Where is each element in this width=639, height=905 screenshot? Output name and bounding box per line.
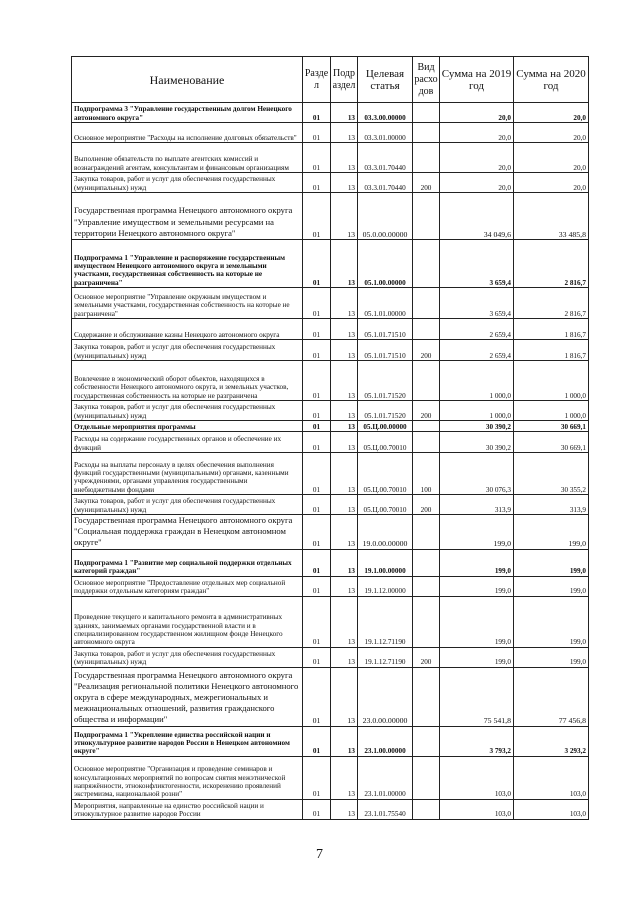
cell-razdel: 01: [303, 143, 331, 173]
table-row: [72, 240, 589, 288]
cell-sum-2020: 1 816,7: [514, 340, 589, 361]
cell-sum-2020: 20,0: [514, 103, 589, 123]
cell-vid: [413, 596, 440, 647]
cell-podrazdel: 13: [331, 401, 358, 421]
cell-target: 05.1.00.00000: [358, 240, 413, 288]
cell-vid: [413, 361, 440, 401]
cell-name: Закупка товаров, работ и услуг для обеспечения государственных (муниципальных) нужд: [72, 340, 303, 361]
cell-name: Закупка товаров, работ и услуг для обеспечения государственных (муниципальных) нужд: [72, 647, 303, 667]
cell-name: Основное мероприятие "Предоставление отдельных мер социальной поддержки отдельным категориям граждан": [72, 576, 303, 596]
cell-name: Подпрограмма 1 "Развитие мер социальной поддержки отдельных категорий граждан": [72, 549, 303, 576]
budget-table: [71, 56, 589, 820]
cell-razdel: 01: [303, 756, 331, 799]
cell-sum-2020: 199,0: [514, 515, 589, 550]
cell-target: 05.Ц.00.00000: [358, 421, 413, 432]
cell-target: 05.Ц.00.70010: [358, 453, 413, 495]
cell-podrazdel: 13: [331, 726, 358, 756]
cell-vid: [413, 515, 440, 550]
cell-sum-2020: 30 355,2: [514, 453, 589, 495]
cell-razdel: 01: [303, 549, 331, 576]
cell-sum-2020: 313,9: [514, 495, 589, 515]
cell-podrazdel: 13: [331, 453, 358, 495]
cell-target: 23.1.01.00000: [358, 756, 413, 799]
cell-vid: [413, 288, 440, 319]
cell-vid: [413, 240, 440, 288]
cell-sum-2020: 103,0: [514, 799, 589, 819]
cell-vid: [413, 799, 440, 819]
cell-vid: [413, 667, 440, 726]
cell-target: 23.1.00.00000: [358, 726, 413, 756]
cell-razdel: 01: [303, 453, 331, 495]
cell-podrazdel: 13: [331, 756, 358, 799]
cell-sum-2019: 199,0: [440, 576, 514, 596]
cell-podrazdel: 13: [331, 515, 358, 550]
cell-sum-2020: 77 456,8: [514, 667, 589, 726]
cell-sum-2019: 199,0: [440, 596, 514, 647]
table-row: [72, 799, 589, 819]
table-row: [72, 667, 589, 726]
cell-sum-2019: 30 076,3: [440, 453, 514, 495]
cell-podrazdel: 13: [331, 799, 358, 819]
cell-target: 23.1.01.75540: [358, 799, 413, 819]
cell-sum-2019: 34 049,6: [440, 193, 514, 240]
cell-podrazdel: 13: [331, 340, 358, 361]
cell-sum-2020: 30 669,1: [514, 432, 589, 453]
cell-target: 05.1.01.71520: [358, 361, 413, 401]
table-row: [72, 576, 589, 596]
table-row: [72, 756, 589, 799]
header-sum-2019: Сумма на 2019 год: [440, 57, 514, 103]
cell-sum-2019: 103,0: [440, 799, 514, 819]
cell-razdel: 01: [303, 515, 331, 550]
cell-vid: [413, 103, 440, 123]
cell-razdel: 01: [303, 240, 331, 288]
table-row: [72, 432, 589, 453]
cell-razdel: 01: [303, 173, 331, 193]
table-row: [72, 123, 589, 143]
table-row: [72, 495, 589, 515]
cell-sum-2020: 103,0: [514, 756, 589, 799]
table-row: [72, 193, 589, 240]
cell-sum-2020: 30 669,1: [514, 421, 589, 432]
cell-name: Проведение текущего и капитального ремонта в административных зданиях, занимаемых органами государственной власти и в специализированном государственном жилищном фонде Ненецкого автономного округа: [72, 596, 303, 647]
cell-sum-2020: 20,0: [514, 123, 589, 143]
cell-razdel: 01: [303, 495, 331, 515]
cell-podrazdel: 13: [331, 549, 358, 576]
cell-vid: 100: [413, 453, 440, 495]
cell-sum-2020: 2 816,7: [514, 240, 589, 288]
cell-target: 19.1.12.71190: [358, 647, 413, 667]
cell-sum-2019: 3 793,2: [440, 726, 514, 756]
cell-vid: [413, 756, 440, 799]
cell-target: 23.0.00.00000: [358, 667, 413, 726]
cell-sum-2019: 1 000,0: [440, 401, 514, 421]
cell-name: Основное мероприятие "Управление окружным имуществом и земельными участками, государственная собственность на которые не разграничена": [72, 288, 303, 319]
cell-name: Отдельные мероприятия программы: [72, 421, 303, 432]
table-row: [72, 596, 589, 647]
table-header-row: [72, 57, 589, 103]
cell-podrazdel: 13: [331, 123, 358, 143]
cell-razdel: 01: [303, 123, 331, 143]
table-row: [72, 288, 589, 319]
cell-vid: [413, 193, 440, 240]
table-row: [72, 726, 589, 756]
cell-podrazdel: 13: [331, 432, 358, 453]
cell-vid: [413, 549, 440, 576]
cell-target: 19.1.00.00000: [358, 549, 413, 576]
cell-sum-2019: 20,0: [440, 103, 514, 123]
cell-razdel: 01: [303, 432, 331, 453]
cell-name: Закупка товаров, работ и услуг для обеспечения государственных (муниципальных) нужд: [72, 495, 303, 515]
cell-sum-2019: 75 541,8: [440, 667, 514, 726]
cell-target: 19.1.12.71190: [358, 596, 413, 647]
page-number: 7: [316, 847, 323, 862]
cell-vid: 200: [413, 495, 440, 515]
cell-sum-2020: 199,0: [514, 647, 589, 667]
cell-target: 05.1.01.71510: [358, 319, 413, 340]
header-podrazdel: Подр аздел: [331, 57, 358, 103]
cell-podrazdel: 13: [331, 421, 358, 432]
cell-sum-2019: 199,0: [440, 647, 514, 667]
cell-podrazdel: 13: [331, 319, 358, 340]
cell-target: 05.Ц.00.70010: [358, 432, 413, 453]
cell-razdel: 01: [303, 596, 331, 647]
table-row: [72, 421, 589, 432]
cell-name: Государственная программа Ненецкого автономного округа "Управление имуществом и земельными ресурсами на территории Ненецкого автономного округа": [72, 193, 303, 240]
table-row: [72, 515, 589, 550]
cell-podrazdel: 13: [331, 240, 358, 288]
cell-podrazdel: 13: [331, 667, 358, 726]
cell-sum-2020: 1 000,0: [514, 401, 589, 421]
cell-name: Подпрограмма 1 "Укрепление единства российской нации и этнокультурное развитие народов России в Ненецком автономном округе": [72, 726, 303, 756]
cell-vid: 200: [413, 340, 440, 361]
cell-razdel: 01: [303, 726, 331, 756]
cell-razdel: 01: [303, 103, 331, 123]
cell-target: 03.3.01.70440: [358, 173, 413, 193]
table-row: [72, 143, 589, 173]
cell-razdel: 01: [303, 361, 331, 401]
cell-sum-2019: 313,9: [440, 495, 514, 515]
cell-razdel: 01: [303, 193, 331, 240]
cell-name: Основное мероприятие "Организация и проведение семинаров и консультационных мероприятий по вопросам снятия межэтнической напряжённости, этноконфликтогенности, искоренению проявлений экстремизма, национальной розни": [72, 756, 303, 799]
cell-vid: 200: [413, 647, 440, 667]
header-name: Наименование: [72, 57, 303, 103]
cell-razdel: 01: [303, 319, 331, 340]
cell-sum-2019: 3 659,4: [440, 288, 514, 319]
cell-sum-2019: 1 000,0: [440, 361, 514, 401]
cell-sum-2020: 2 816,7: [514, 288, 589, 319]
cell-name: Государственная программа Ненецкого автономного округа "Социальная поддержка граждан в Ненецком автономном округе": [72, 515, 303, 550]
cell-target: 05.1.01.71510: [358, 340, 413, 361]
table-row: [72, 340, 589, 361]
table-row: [72, 549, 589, 576]
cell-sum-2019: 103,0: [440, 756, 514, 799]
cell-name: Подпрограмма 3 "Управление государственным долгом Ненецкого автономного округа": [72, 103, 303, 123]
cell-vid: 200: [413, 173, 440, 193]
cell-sum-2019: 2 659,4: [440, 319, 514, 340]
cell-name: Государственная программа Ненецкого автономного округа "Реализация региональной политики Ненецкого автономного округа в сфере международных, межрегиональных и межнациональных отношений, развития гражданского общества и информации": [72, 667, 303, 726]
cell-podrazdel: 13: [331, 193, 358, 240]
cell-podrazdel: 13: [331, 596, 358, 647]
header-razdel: Разде л: [303, 57, 331, 103]
cell-sum-2020: 1 816,7: [514, 319, 589, 340]
cell-podrazdel: 13: [331, 288, 358, 319]
cell-target: 05.1.01.71520: [358, 401, 413, 421]
cell-sum-2019: 20,0: [440, 123, 514, 143]
cell-podrazdel: 13: [331, 495, 358, 515]
cell-target: 03.3.00.00000: [358, 103, 413, 123]
cell-sum-2020: 199,0: [514, 596, 589, 647]
cell-razdel: 01: [303, 421, 331, 432]
cell-podrazdel: 13: [331, 173, 358, 193]
cell-name: Выполнение обязательств по выплате агентских комиссий и вознаграждений агентам, консультантам и финансовым организациям: [72, 143, 303, 173]
table-row: [72, 103, 589, 123]
cell-vid: [413, 143, 440, 173]
cell-sum-2019: 30 390,2: [440, 432, 514, 453]
cell-razdel: 01: [303, 667, 331, 726]
cell-podrazdel: 13: [331, 143, 358, 173]
cell-vid: [413, 123, 440, 143]
cell-razdel: 01: [303, 340, 331, 361]
table-row: [72, 361, 589, 401]
table-row: [72, 319, 589, 340]
table-row: [72, 647, 589, 667]
cell-vid: [413, 576, 440, 596]
cell-vid: [413, 726, 440, 756]
table-row: [72, 401, 589, 421]
header-vid: Вид расхо дов: [413, 57, 440, 103]
cell-target: 05.0.00.00000: [358, 193, 413, 240]
cell-target: 19.1.12.00000: [358, 576, 413, 596]
cell-sum-2020: 20,0: [514, 173, 589, 193]
cell-name: Вовлечение в экономический оборот объектов, находящихся в собственности Ненецкого автономного округа, и земельных участков, государственная собственность на которые не разграничена: [72, 361, 303, 401]
cell-name: Закупка товаров, работ и услуг для обеспечения государственных (муниципальных) нужд: [72, 173, 303, 193]
cell-sum-2020: 1 000,0: [514, 361, 589, 401]
cell-target: 05.Ц.00.70010: [358, 495, 413, 515]
cell-name: Основное мероприятие "Расходы на исполнение долговых обязательств": [72, 123, 303, 143]
cell-sum-2019: 30 390,2: [440, 421, 514, 432]
header-target: Целевая статья: [358, 57, 413, 103]
cell-podrazdel: 13: [331, 361, 358, 401]
cell-vid: 200: [413, 401, 440, 421]
cell-name: Подпрограмма 1 "Управление и распоряжение государственным имуществом Ненецкого автономного округа и земельными участками, государственная собственность на которые не разграничена": [72, 240, 303, 288]
cell-podrazdel: 13: [331, 103, 358, 123]
cell-target: 03.3.01.00000: [358, 123, 413, 143]
cell-sum-2019: 199,0: [440, 515, 514, 550]
cell-sum-2019: 2 659,4: [440, 340, 514, 361]
cell-target: 03.3.01.70440: [358, 143, 413, 173]
cell-sum-2020: 199,0: [514, 576, 589, 596]
cell-sum-2019: 20,0: [440, 173, 514, 193]
cell-sum-2020: 33 485,8: [514, 193, 589, 240]
cell-sum-2020: 20,0: [514, 143, 589, 173]
cell-razdel: 01: [303, 288, 331, 319]
cell-podrazdel: 13: [331, 576, 358, 596]
cell-name: Мероприятия, направленные на единство российской нации и этнокультурное развитие народов России: [72, 799, 303, 819]
cell-target: 05.1.01.00000: [358, 288, 413, 319]
cell-name: Расходы на содержание государственных органов и обеспечение их функций: [72, 432, 303, 453]
cell-name: Расходы на выплаты персоналу в целях обеспечения выполнения функций государственными (муниципальными) органами, казенными учреждениями, органами управления государственными внебюджетными фондами: [72, 453, 303, 495]
cell-sum-2019: 199,0: [440, 549, 514, 576]
cell-vid: [413, 432, 440, 453]
header-sum-2020: Сумма на 2020 год: [514, 57, 589, 103]
cell-razdel: 01: [303, 576, 331, 596]
cell-razdel: 01: [303, 799, 331, 819]
table-row: [72, 173, 589, 193]
cell-target: 19.0.00.00000: [358, 515, 413, 550]
cell-name: Содержание и обслуживание казны Ненецкого автономного округа: [72, 319, 303, 340]
cell-podrazdel: 13: [331, 647, 358, 667]
cell-vid: [413, 319, 440, 340]
cell-vid: [413, 421, 440, 432]
cell-name: Закупка товаров, работ и услуг для обеспечения государственных (муниципальных) нужд: [72, 401, 303, 421]
cell-sum-2020: 3 293,2: [514, 726, 589, 756]
cell-razdel: 01: [303, 647, 331, 667]
cell-sum-2019: 3 659,4: [440, 240, 514, 288]
cell-sum-2020: 199,0: [514, 549, 589, 576]
table-row: [72, 453, 589, 495]
cell-razdel: 01: [303, 401, 331, 421]
cell-sum-2019: 20,0: [440, 143, 514, 173]
